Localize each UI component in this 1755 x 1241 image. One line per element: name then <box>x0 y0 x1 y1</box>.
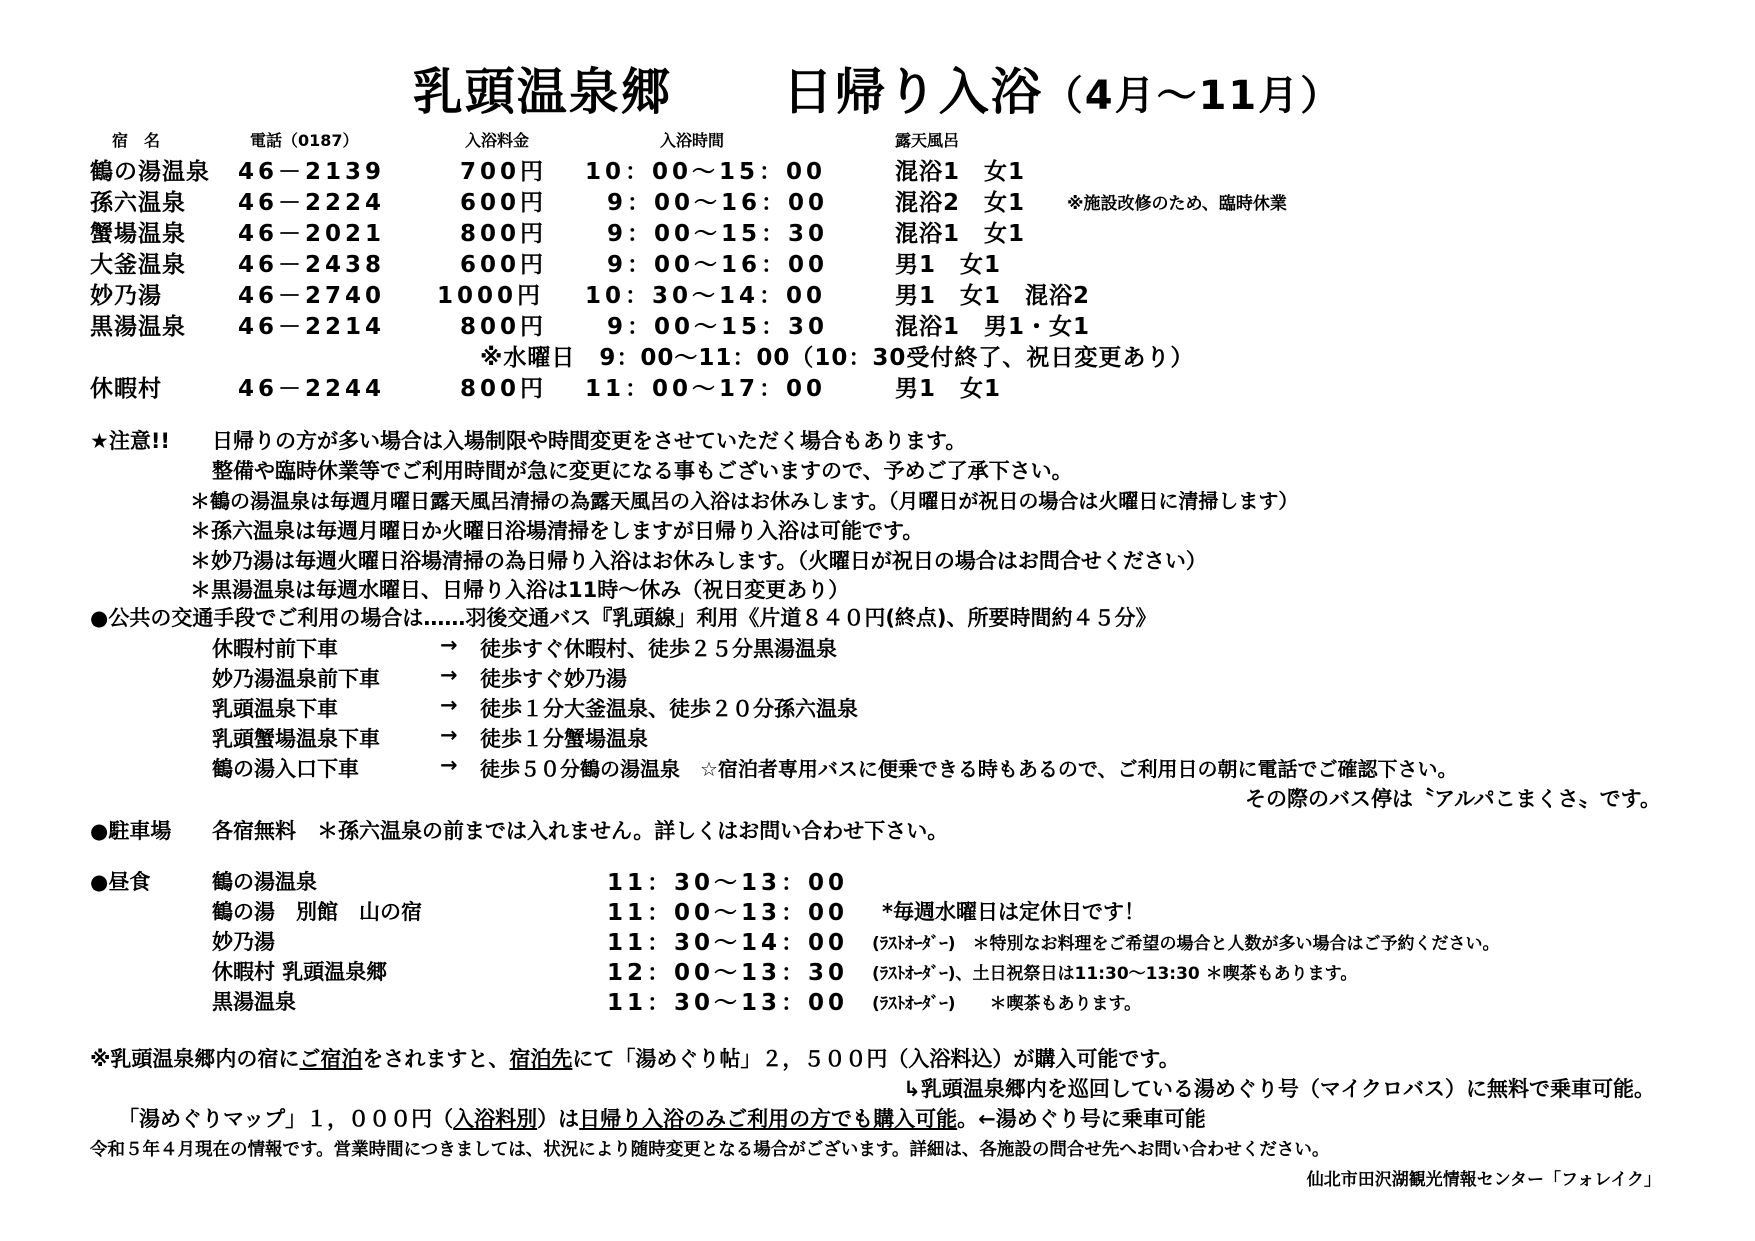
title-main: 乳頭温泉郷 <box>412 63 673 121</box>
inn-hours: 9：00～16：00 <box>607 252 829 278</box>
bus-stop: 妙乃湯温泉前下車 <box>212 667 380 691</box>
inn-name: 妙乃湯 <box>90 283 162 309</box>
wednesday-note: ※水曜日 9：00～11：00（10：30受付終了、祝日変更あり） <box>480 345 1195 371</box>
inn-bath: 混浴1 男1・女1 <box>895 314 1091 340</box>
inn-name: 黒湯温泉 <box>90 314 186 340</box>
lunch-place: 黒湯温泉 <box>212 990 296 1014</box>
lunch-hours: 11：30～14：00 <box>607 930 849 956</box>
inn-fee: 600円 <box>460 190 548 216</box>
caution-line: ＊妙乃湯は毎週火曜日浴場清掃の為日帰り入浴はお休みします。（火曜日が祝日の場合はお問合せください） <box>190 549 1207 573</box>
header-phone: 電話（0187） <box>250 131 359 150</box>
lunch-place: 鶴の湯 別館 山の宿 <box>212 900 422 924</box>
yumeguri-text: 。←湯めぐり号に乗車可能 <box>957 1107 1206 1131</box>
page-title <box>0 52 1755 124</box>
yumeguri-underline: 日帰り入浴のみご利用の方でも購入可能 <box>579 1107 958 1131</box>
inn-fee: 600円 <box>460 252 548 278</box>
yumeguri-text: にて「湯めぐり帖」２，５００円（入浴料込）が購入可能です。 <box>572 1047 1180 1071</box>
caution-line: 日帰りの方が多い場合は入場制限や時間変更をさせていただく場合もあります。 <box>212 429 967 453</box>
inn-bath: 混浴1 女1 <box>895 221 1026 247</box>
arrow-icon: → <box>440 723 458 747</box>
inn-bath: 混浴1 女1 <box>895 159 1026 185</box>
footer-info: 令和５年４月現在の情報です。営業時間につきましては、状況により随時変更となる場合がございます。詳細は、各施設の問合せ先へお問い合わせください。 <box>90 1140 1330 1160</box>
lunch-note: (ﾗｽﾄｵｰﾀﾞｰ) ＊喫茶もあります。 <box>872 994 1142 1014</box>
lunch-note: (ﾗｽﾄｵｰﾀﾞｰ) ＊特別なお料理をご希望の場合と人数が多い場合はご予約ください。 <box>872 934 1500 954</box>
inn-phone: 46－2438 <box>238 252 386 278</box>
lunch-hours: 11：00～13：00 <box>607 900 849 926</box>
title-sub: 日帰り入浴 <box>782 63 1043 121</box>
yumeguri-line1 <box>90 1043 1180 1073</box>
caution-line: ＊鶴の湯温泉は毎週月曜日露天風呂清掃の為露天風呂の入浴はお休みします。（月曜日が祝日の場合は火曜日に清掃します） <box>190 489 1299 513</box>
bus-stop-desc: 徒歩１分大釜温泉、徒歩２０分孫六温泉 <box>480 697 858 721</box>
inn-bath: 男1 女1 混浴2 <box>895 283 1091 309</box>
inn-hours: 11：00～17：00 <box>585 376 827 402</box>
inn-fee: 800円 <box>460 376 548 402</box>
header-hours: 入浴時間 <box>660 131 725 150</box>
bus-stop: 休暇村前下車 <box>212 637 338 661</box>
arrow-icon: → <box>440 633 458 657</box>
inn-hours: 9：00～16：00 <box>607 190 829 216</box>
arrow-icon: → <box>440 693 458 717</box>
inn-phone: 46－2244 <box>238 376 386 402</box>
yumeguri-underline: 宿泊先 <box>509 1047 573 1071</box>
inn-name: 蟹場温泉 <box>90 221 186 247</box>
lunch-label: ●昼食 <box>90 870 151 894</box>
inn-hours: 10：00～15：00 <box>585 159 827 185</box>
caution-line: 整備や臨時休業等でご利用時間が急に変更になる事もございますので、予めご了承下さい。 <box>212 459 1073 483</box>
header-fee: 入浴料金 <box>465 131 530 150</box>
lunch-hours: 11：30～13：00 <box>607 870 849 896</box>
yumeguri-text: 「湯めぐりマップ」１，０００円（ <box>118 1107 454 1131</box>
lunch-place: 鶴の湯温泉 <box>212 870 317 894</box>
bus-stop-desc: 徒歩すぐ休暇村、徒歩２５分黒湯温泉 <box>480 637 837 661</box>
transport-intro: ●公共の交通手段でご利用の場合は……羽後交通バス『乳頭線」利用《片道８４０円(終点)、所要時間約４５分》 <box>90 606 1157 630</box>
lunch-hours: 12：00～13：30 <box>607 960 849 986</box>
inn-hours: 9：00～15：30 <box>607 314 829 340</box>
arrow-icon: → <box>440 663 458 687</box>
inn-phone: 46－2740 <box>238 283 386 309</box>
yumeguri-text: ）は <box>537 1107 580 1131</box>
bus-stop-desc: 徒歩すぐ妙乃湯 <box>480 667 627 691</box>
inn-fee: 1000円 <box>437 283 545 309</box>
parking-label: ●駐車場 <box>90 819 172 843</box>
caution-line: ＊孫六温泉は毎週月曜日か火曜日浴場清掃をしますが日帰り入浴は可能です。 <box>190 519 924 543</box>
footer-credit: 仙北市田沢湖観光情報センター「フォレイク」 <box>1306 1170 1661 1190</box>
inn-name: 休暇村 <box>90 376 162 402</box>
yumeguri-underline: ご宿泊 <box>299 1047 363 1071</box>
inn-fee: 800円 <box>460 314 548 340</box>
inn-fee: 700円 <box>460 159 548 185</box>
inn-name: 大釜温泉 <box>90 252 186 278</box>
bus-stop: 鶴の湯入口下車 <box>212 757 359 781</box>
arrow-icon: → <box>440 753 458 777</box>
inn-phone: 46－2224 <box>238 190 386 216</box>
bus-stop-desc: 徒歩１分蟹場温泉 <box>480 727 648 751</box>
header-outdoor: 露天風呂 <box>895 131 960 150</box>
yumeguri-text: をされますと、 <box>362 1047 510 1071</box>
inn-phone: 46－2139 <box>238 159 386 185</box>
lunch-note: *毎週水曜日は定休日です！ <box>882 900 1145 924</box>
bus-stop-desc: 徒歩５０分鶴の湯温泉 ☆宿泊者専用バスに便乗できる時もあるので、ご利用日の朝に電話でご確認下さい。 <box>480 757 1458 781</box>
caution-label: ★注意!! <box>90 429 170 453</box>
bus-stop: 乳頭温泉下車 <box>212 697 338 721</box>
inn-phone: 46－2214 <box>238 314 386 340</box>
bus-stop: 乳頭蟹場温泉下車 <box>212 727 380 751</box>
yumeguri-underline: 入浴料別 <box>453 1107 538 1131</box>
inn-name: 鶴の湯温泉 <box>90 159 210 185</box>
inn-name: 孫六温泉 <box>90 190 186 216</box>
inn-phone: 46－2021 <box>238 221 386 247</box>
lunch-note: (ﾗｽﾄｵｰﾀﾞｰ)、土日祝祭日は11:30～13:30 ＊喫茶もあります。 <box>872 964 1358 984</box>
busstop-note: その際のバス停は〝アルパこまくさ〟です。 <box>1244 787 1661 811</box>
inn-note: ※施設改修のため、臨時休業 <box>1067 194 1287 214</box>
inn-fee: 800円 <box>460 221 548 247</box>
inn-bath: 混浴2 女1 <box>895 190 1026 216</box>
caution-line: ＊黒湯温泉は毎週水曜日、日帰り入浴は11時～休み（祝日変更あり） <box>190 578 850 602</box>
lunch-place: 妙乃湯 <box>212 930 275 954</box>
yumeguri-line2: ↳乳頭温泉郷内を巡回している湯めぐり号（マイクロバス）に無料で乗車可能。 <box>903 1077 1655 1101</box>
inn-hours: 10：30～14：00 <box>585 283 827 309</box>
title-period: （4月～11月） <box>1042 73 1343 119</box>
inn-bath: 男1 女1 <box>895 376 1002 402</box>
yumeguri-line3 <box>118 1103 1206 1133</box>
inn-hours: 9：00～15：30 <box>607 221 829 247</box>
lunch-hours: 11：30～13：00 <box>607 990 849 1016</box>
parking-text: 各宿無料 ＊孫六温泉の前までは入れません。詳しくはお問い合わせ下さい。 <box>212 819 949 843</box>
yumeguri-text: ※乳頭温泉郷内の宿に <box>90 1047 300 1071</box>
inn-bath: 男1 女1 <box>895 252 1002 278</box>
lunch-place: 休暇村 乳頭温泉郷 <box>212 960 388 984</box>
header-name: 宿 名 <box>112 131 161 150</box>
